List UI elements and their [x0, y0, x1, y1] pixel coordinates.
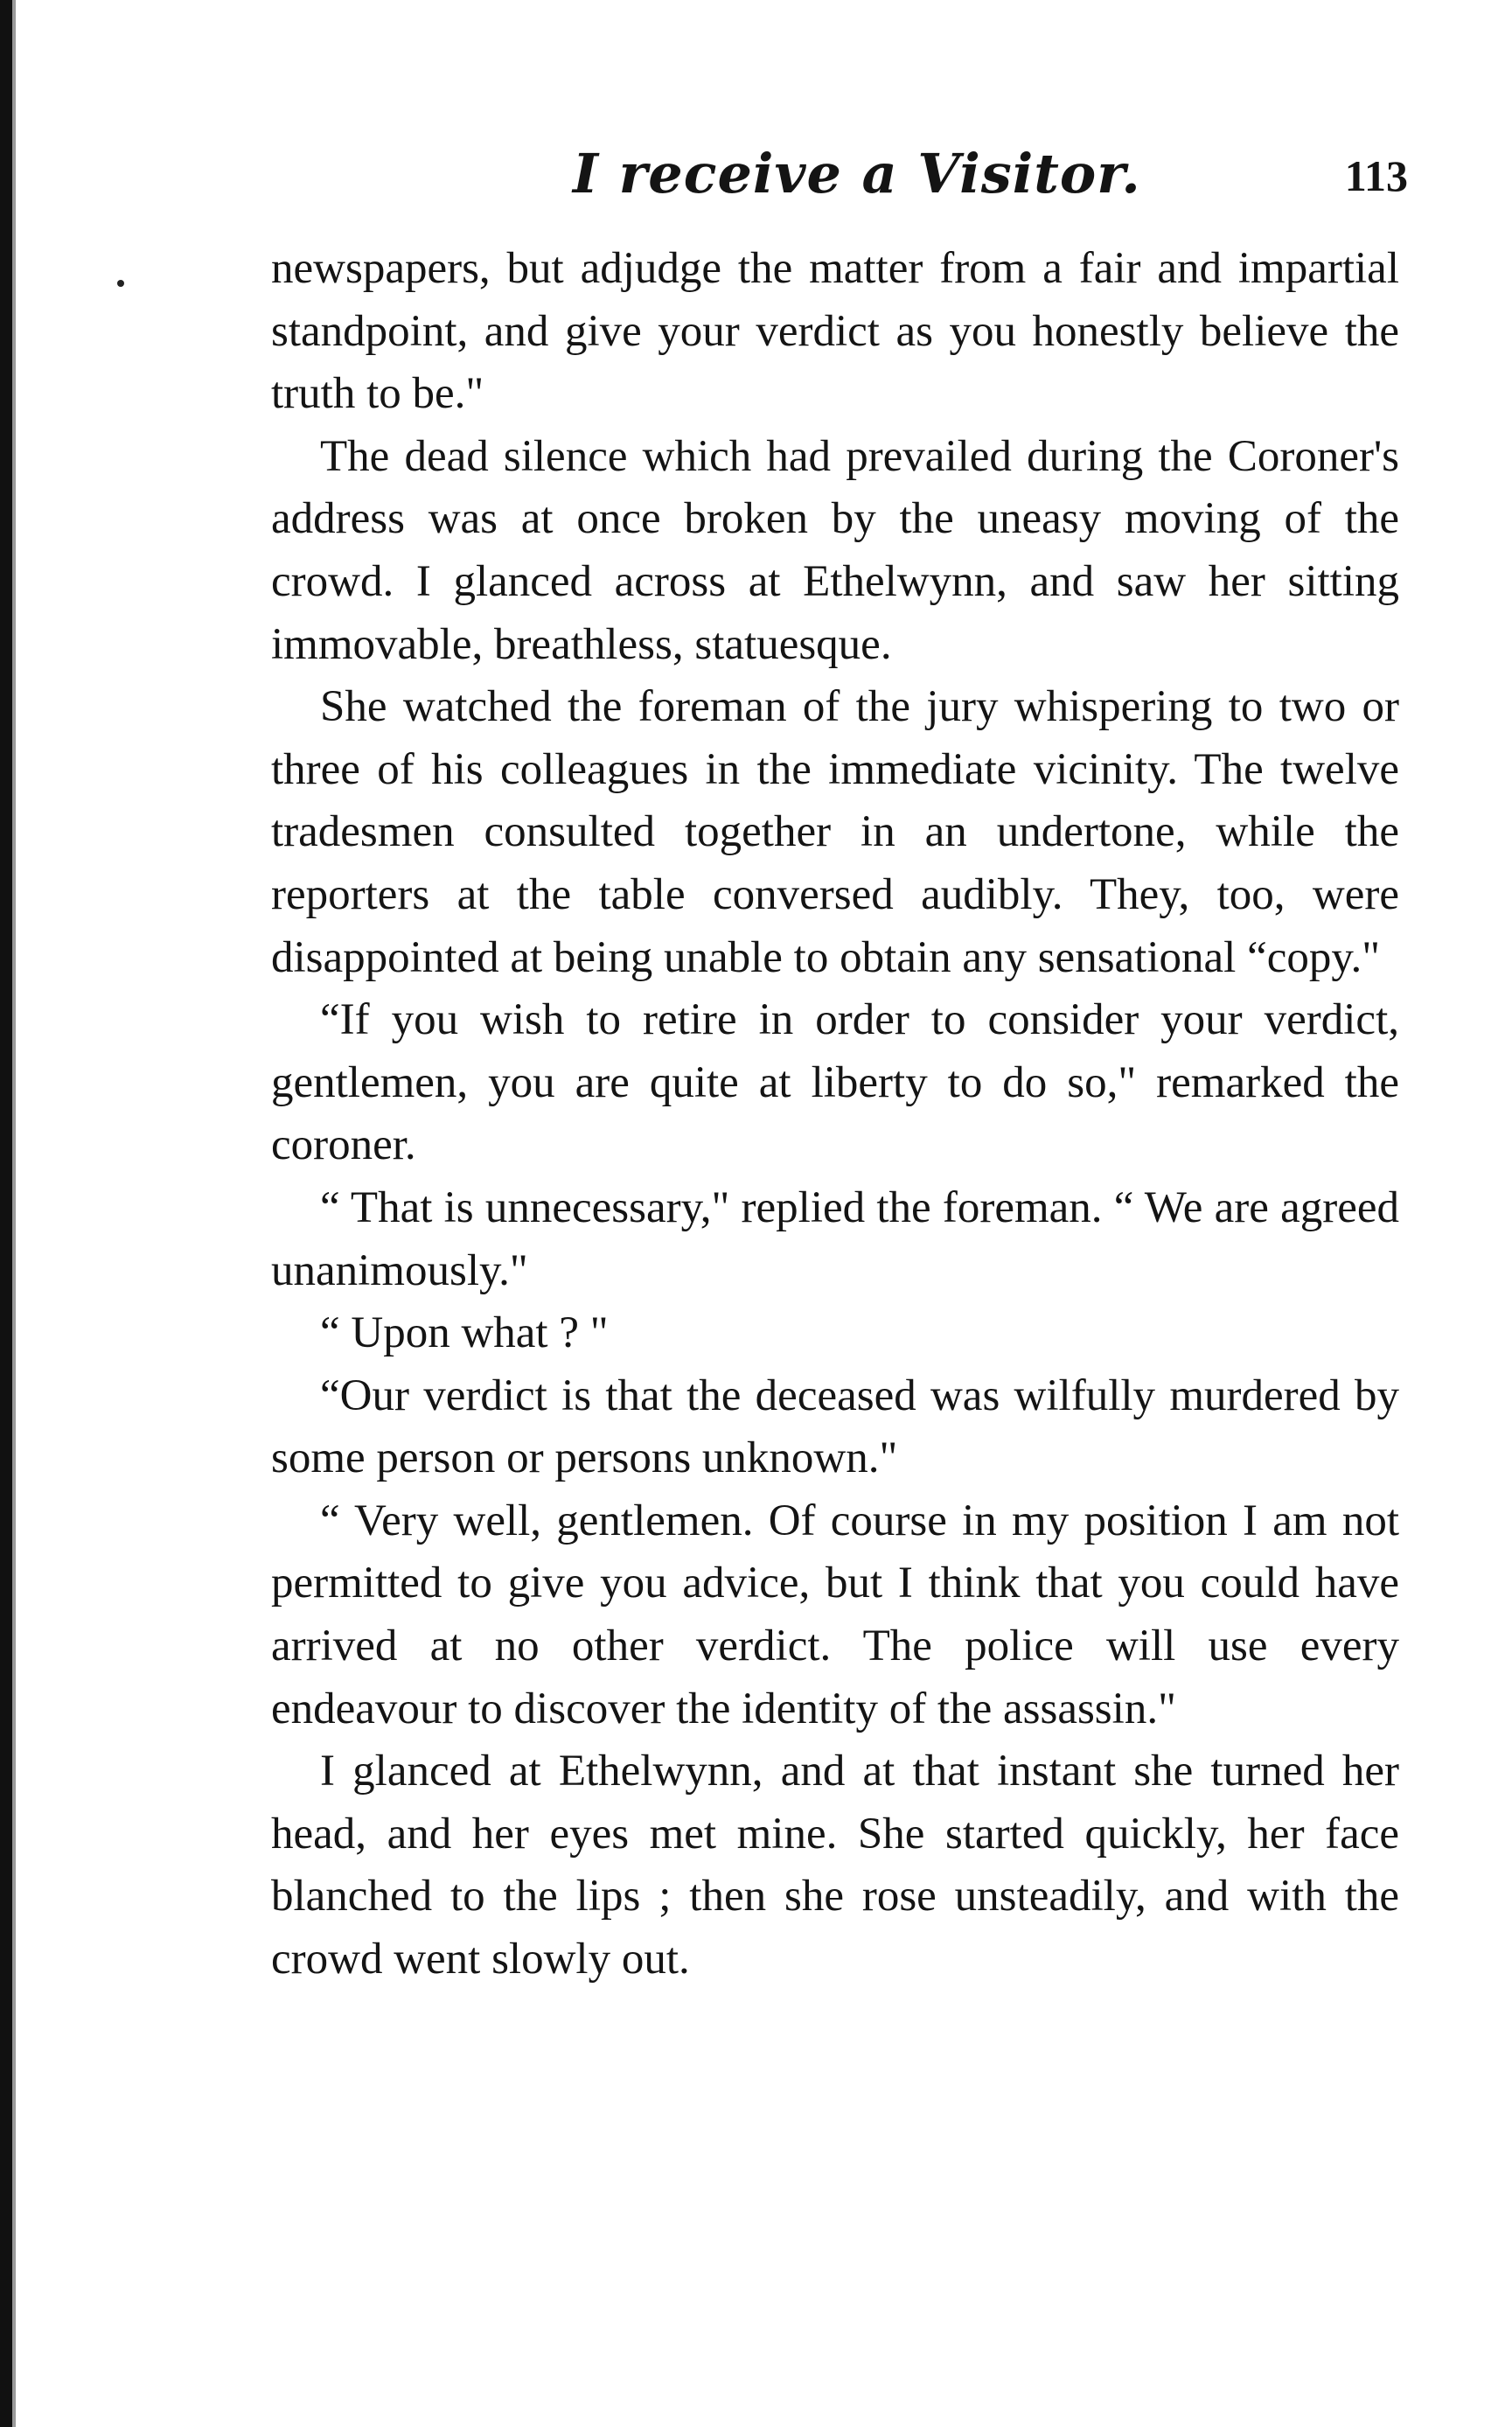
- ink-speck: [117, 280, 124, 287]
- paragraph-8: “ Very well, gentlemen. Of course in my position I am not permitted to give you advice, but I think that you could have arrived at no other verdict. The police will use every endeavour to discover the identity of the assassin.": [271, 1496, 1399, 1733]
- binding-shadow: [12, 0, 16, 2427]
- paragraph-3: She watched the foreman of the jury whispering to two or three of his colleagues in the immediate vicinity. The twelve tradesmen consulted together in an undertone, while the reporters at the table conversed audibly. They, too, were disappointed at being unable to obtain any sensational “copy.": [271, 682, 1399, 982]
- paragraph-1: newspapers, but adjudge the matter from a fair and impartial standpoint, and give your verdict as you honestly believe the truth to be.": [271, 244, 1399, 419]
- running-title: I receive a Visitor.: [573, 142, 1141, 206]
- binding-edge: [0, 0, 12, 2427]
- page-number: 113: [1344, 151, 1408, 200]
- paragraph-9: I glanced at Ethelwynn, and at that instant she turned her head, and her eyes met mine. She started quickly, her face blanched to the lips ; then she rose unsteadily, and with the crowd went slowly out.: [271, 1747, 1399, 1984]
- page-header: [271, 131, 1408, 219]
- paragraph-4: “If you wish to retire in order to consider your verdict, gentlemen, you are quite at liberty to do so," remarked the coroner.: [271, 995, 1399, 1170]
- paragraph-5: “ That is unnecessary," replied the foreman. “ We are agreed unanimously.": [271, 1182, 1399, 1295]
- paragraph-2: The dead silence which had prevailed during the Coroner's address was at once broken by the uneasy moving of the crowd. I glanced across at Ethelwynn, and saw her sitting immovable, breathless, statuesque.: [271, 431, 1399, 669]
- paragraph-6: “ Upon what ? ": [320, 1308, 609, 1358]
- text-body: [271, 238, 1399, 1991]
- paragraph-7: “Our verdict is that the deceased was wilfully murdered by some person or persons unknown.": [271, 1370, 1399, 1483]
